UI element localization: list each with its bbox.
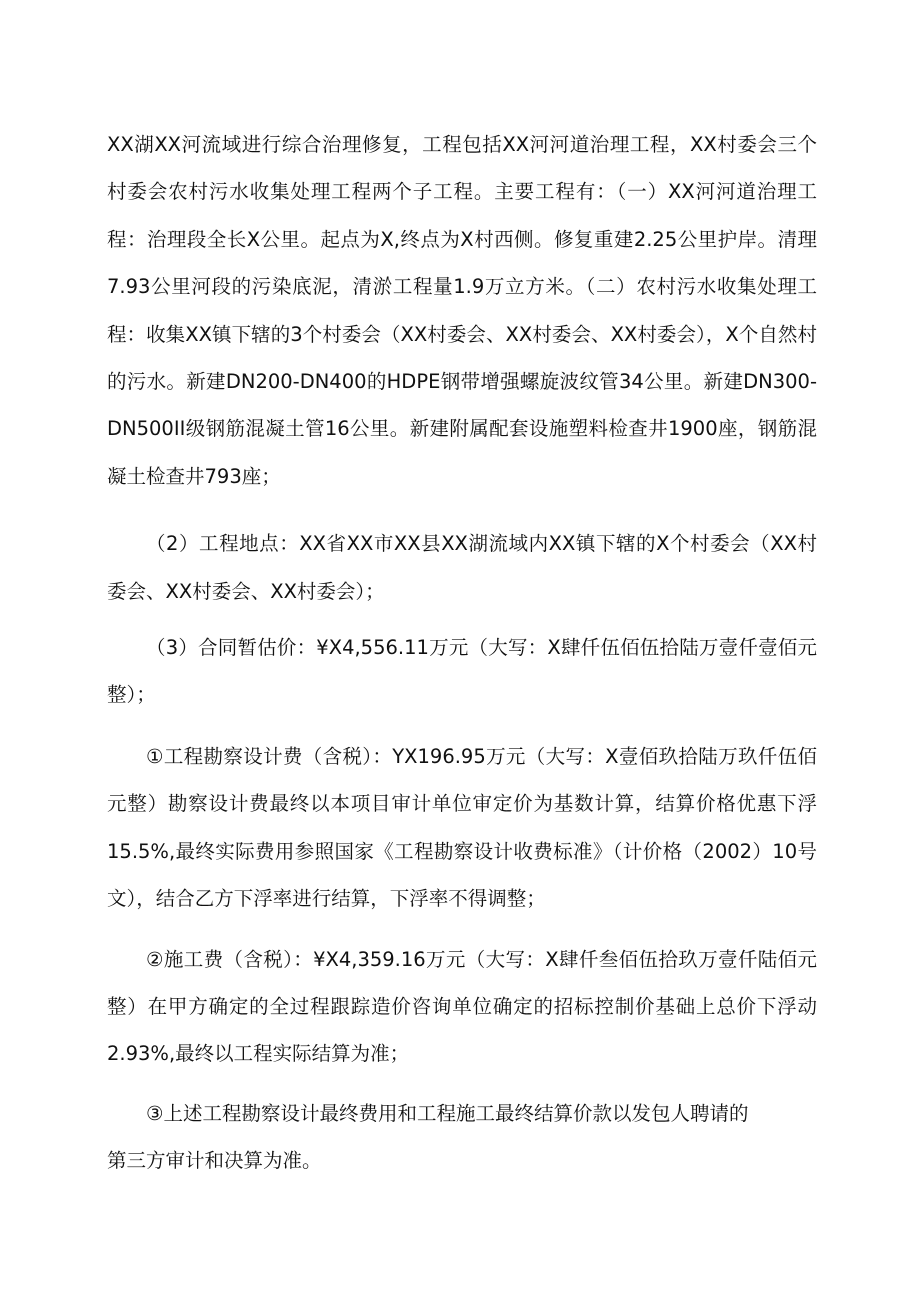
paragraph-construction-fee: ②施工费（含税）：¥X4,359.16万元（大写：X肆仟叁佰伍拾玖万壹仟陆佰元整）在甲方确定的全过程跟踪造价咨询单位确定的招标控制价基础上总价下浮动2.93%,最终以工程实际结算为准； xyxy=(107,947,817,1066)
paragraph-contract-estimate: （3）合同暂估价：¥X4,556.11万元（大写：X肆仟伍佰伍拾陆万壹仟壹佰元整）； xyxy=(107,636,817,707)
paragraph-project-location: （2）工程地点：XX省XX市XX县XX湖流域内XX镇下辖的X个村委会（XX村委会、XX村委会、XX村委会）； xyxy=(107,532,817,603)
paragraph-final-settlement: ③上述工程勘察设计最终费用和工程施工最终结算价款以发包人聘请的第三方审计和决算为准。 xyxy=(107,1101,749,1173)
paragraph-project-scope: XX湖XX河流域进行综合治理修复，工程包括XX河河道治理工程，XX村委会三个村委会农村污水收集处理工程两个子工程。主要工程有：（一）XX河河道治理工程：治理段全长X公里。起点为X,终点为X村西侧。修复重建2.25公里护岸。清理7.93公里河段的污染底泥，清淤工程量1.9万立方米。（二）农村污水收集处理工程：收集XX镇下辖的3个村委会（XX村委会、XX村委会、XX村委会），X个自然村的污水。新建DN200-DN400的HDPE钢带增强螺旋波纹管34公里。新建DN300-DN500II级钢筋混凝土管16公里。新建附属配套设施塑料检查井1900座，钢筋混凝土检查井793座； xyxy=(107,133,817,488)
paragraph-design-fee: ①工程勘察设计费（含税）：YX196.95万元（大写：X壹佰玖拾陆万玖仟伍佰元整）勘察设计费最终以本项目审计单位审定价为基数计算，结算价格优惠下浮15.5%,最终实际费用参照国家《工程勘察设计收费标准》（计价格（2002）10号文），结合乙方下浮率进行结算，下浮率不得调整； xyxy=(107,744,817,911)
document-body xyxy=(107,121,817,1185)
